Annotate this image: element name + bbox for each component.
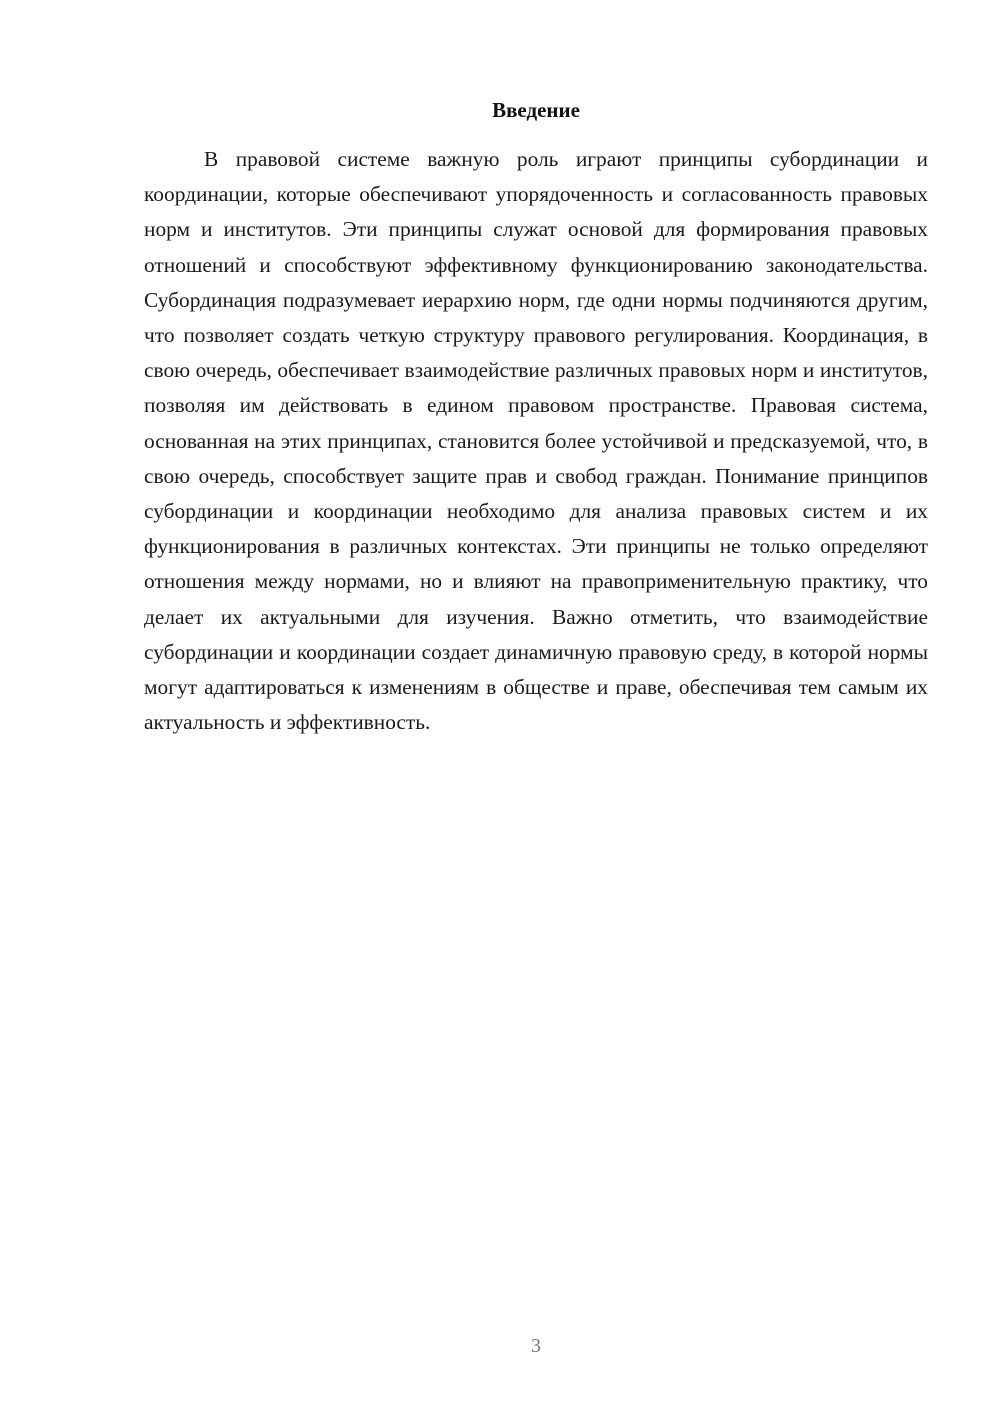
body-paragraph: В правовой системе важную роль играют принципы субординации и координации, которые обеспечивают упорядоченность и согласованность правовых норм и институтов. Эти принципы служат основой для формирования правовых отношений и способствуют эффективному функционированию законодательства. Субординация подразумевает иерархию норм, где одни нормы подчиняются другим, что позволяет создать четкую структуру правового регулирования. Координация, в свою очередь, обеспечивает взаимодействие различных правовых норм и институтов, позволяя им действовать в едином правовом пространстве. Правовая система, основанная на этих принципах, становится более устойчивой и предсказуемой, что, в свою очередь, способствует защите прав и свобод граждан. Понимание принципов субординации и координации необходимо для анализа правовых систем и их функционирования в различных контекстах. Эти принципы не только определяют отношения между нормами, но и влияют на правоприменительную практику, что делает их актуальными для изучения. Важно отметить, что взаимодействие субординации и координации создает динамичную правовую среду, в которой нормы могут адаптироваться к изменениям в обществе и праве, обеспечивая тем самым их актуальность и эффективность.: [144, 147, 928, 735]
page-number: 3: [531, 1335, 541, 1357]
section-heading: Введение: [492, 98, 580, 122]
